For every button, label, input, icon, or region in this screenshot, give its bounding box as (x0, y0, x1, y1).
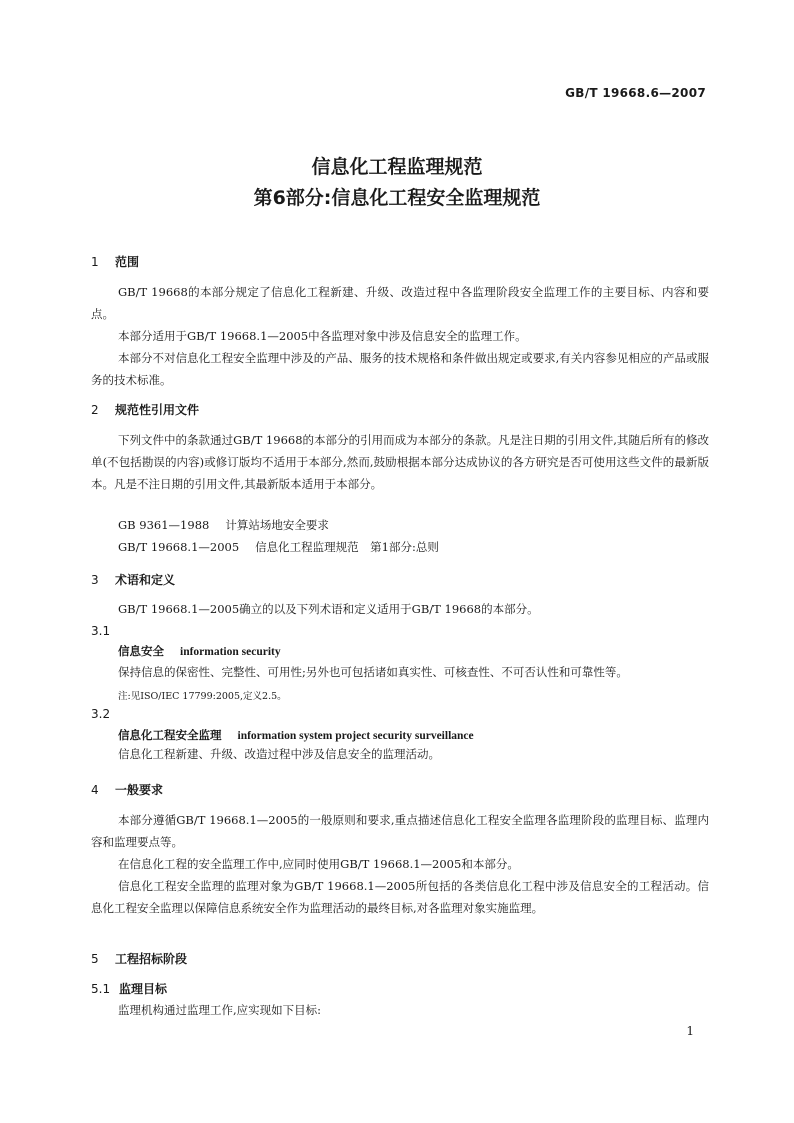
paragraph: 信息化工程安全监理的监理对象为GB/T 19668.1—2005所包括的各类信息化工程中涉及信息安全的工程活动。信息化工程安全监理以保障信息系统安全作为监理活动的最终目标,对各监理对象实施监理。 (91, 879, 709, 915)
section-heading-bidding-stage (91, 950, 187, 967)
term-entry (118, 727, 474, 743)
term-definition: 保持信息的保密性、完整性、可用性;另外也可包括诸如真实性、可核查性、不可否认性和可靠性等。 (118, 665, 628, 679)
term-chinese: 信息安全 (118, 644, 164, 658)
reference-item (118, 539, 439, 555)
paragraph: 本部分不对信息化工程安全监理中涉及的产品、服务的技术规格和条件做出规定或要求,有关内容参见相应的产品或服务的技术标准。 (91, 351, 709, 387)
section-title: 一般要求 (115, 783, 164, 797)
term-english: information system project security surveillance (237, 730, 474, 742)
section-heading-scope (91, 253, 139, 270)
subsection-title: 监理目标 (119, 982, 168, 996)
paragraph: GB/T 19668.1—2005确立的以及下列术语和定义适用于GB/T 19668的本部分。 (118, 602, 539, 616)
section-number: 5 (91, 952, 99, 966)
document-subtitle: 第6部分:信息化工程安全监理规范 (253, 187, 541, 209)
term-english: information security (180, 646, 281, 658)
section-number: 4 (91, 783, 99, 797)
reference-item (118, 517, 329, 533)
term-chinese: 信息化工程安全监理 (118, 728, 222, 742)
subsection-number: 5.1 (91, 982, 111, 996)
term-definition: 信息化工程新建、升级、改造过程中涉及信息安全的监理活动。 (118, 747, 440, 761)
section-title: 工程招标阶段 (115, 952, 188, 966)
page-number: 1 (686, 1024, 694, 1038)
paragraph: 本部分遵循GB/T 19668.1—2005的一般原则和要求,重点描述信息化工程安全监理各监理阶段的监理目标、监理内容和监理要点等。 (91, 813, 709, 849)
section-title: 范围 (115, 255, 140, 269)
reference-code: GB 9361—1988 (118, 518, 210, 532)
term-note: 注:见ISO/IEC 17799:2005,定义2.5。 (118, 691, 287, 702)
section-title: 规范性引用文件 (115, 403, 200, 417)
term-entry (118, 643, 281, 659)
section-number: 1 (91, 255, 99, 269)
section-number: 2 (91, 403, 99, 417)
section-heading-terms-definitions (91, 571, 175, 588)
paragraph: 下列文件中的条款通过GB/T 19668的本部分的引用而成为本部分的条款。凡是注日期的引用文件,其随后所有的修改单(不包括勘误的内容)或修订版均不适用于本部分,然而,鼓励根据本部分达成协议的各方研究是否可使用这些文件的最新版本。凡是不注日期的引用文件,其最新版本适用于本部分。 (91, 433, 709, 491)
reference-code: GB/T 19668.1—2005 (118, 540, 240, 554)
paragraph: GB/T 19668的本部分规定了信息化工程新建、升级、改造过程中各监理阶段安全监理工作的主要目标、内容和要点。 (91, 285, 709, 321)
paragraph: 本部分适用于GB/T 19668.1—2005中各监理对象中涉及信息安全的监理工作。 (118, 329, 527, 343)
term-number: 3.2 (91, 707, 111, 721)
section-title: 术语和定义 (115, 573, 176, 587)
paragraph: 在信息化工程的安全监理工作中,应同时使用GB/T 19668.1—2005和本部分。 (118, 857, 519, 871)
reference-title: 信息化工程监理规范 第1部分:总则 (255, 540, 439, 554)
term-number: 3.1 (91, 624, 111, 638)
subsection-heading-supervision-objectives (91, 980, 167, 997)
standard-number: GB/T 19668.6—2007 (565, 86, 706, 100)
section-heading-general-requirements (91, 781, 163, 798)
document-title: 信息化工程监理规范 (311, 156, 483, 178)
section-heading-normative-references (91, 401, 199, 418)
reference-title: 计算站场地安全要求 (225, 518, 329, 532)
paragraph: 监理机构通过监理工作,应实现如下目标: (118, 1003, 322, 1017)
section-number: 3 (91, 573, 99, 587)
